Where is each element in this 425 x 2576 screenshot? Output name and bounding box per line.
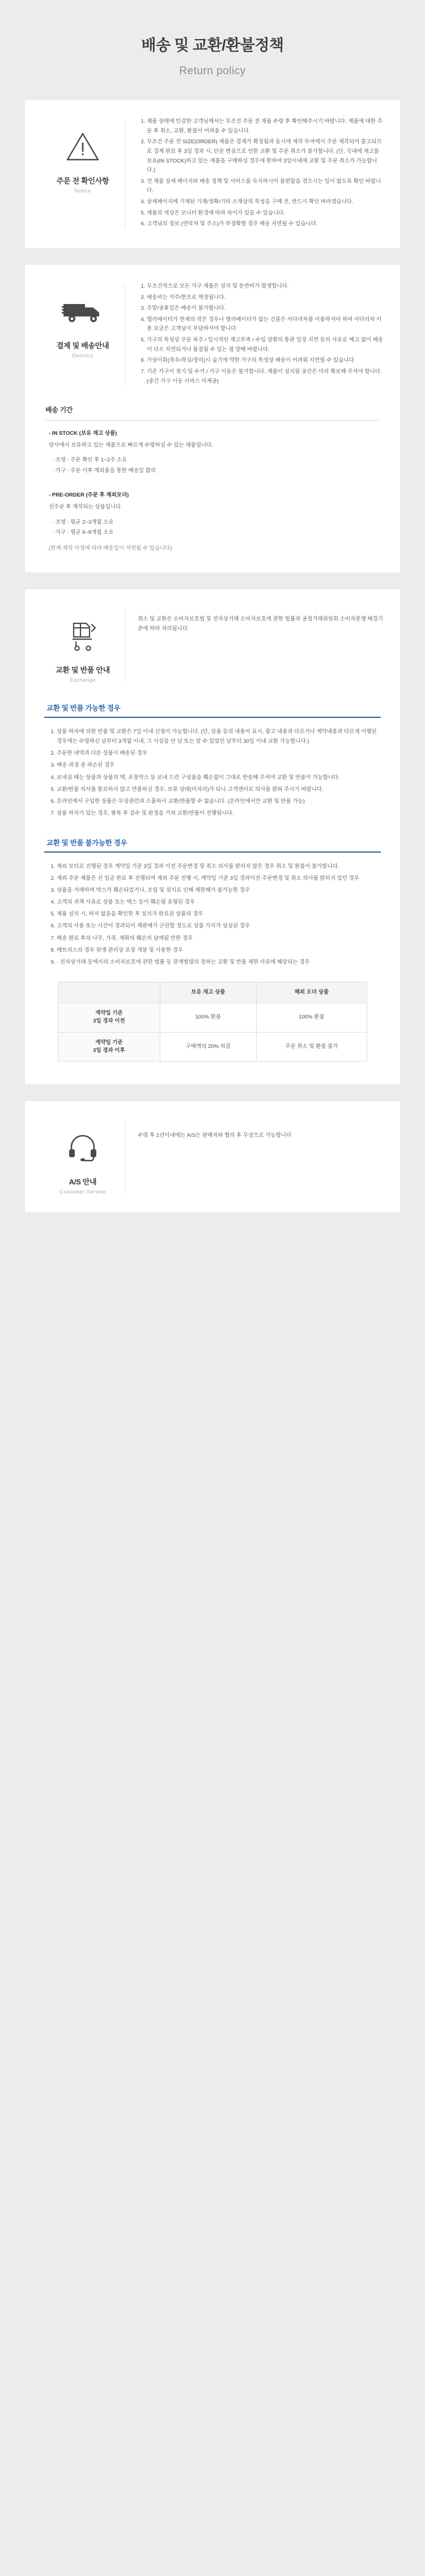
list-item: 3. 배송 과정 중 파손된 경우 xyxy=(57,760,379,770)
exchange-intro: 취소 및 교환은 소비자보호법 및 전자상거래 소비자보호에 관한 법률과 공정거래위원회 소비자분쟁 해결기준에 따라 처리됩니다. xyxy=(138,616,383,632)
divider xyxy=(45,420,380,421)
list-item: 2. 제외 주문 제품은 선 입금 완료 후 진행되며 제외 주문 진행 시, 계약일 기준 3일 경과이전 주문변경 및 취소 의사를 밝히지 있던 경우 xyxy=(57,874,379,883)
notice-icon-col xyxy=(41,117,125,194)
list-item: 4. 고객의 귀책 사유로 상품 또는 택스 등이 훼손될 유형된 경우 xyxy=(57,897,379,907)
notice-text-col xyxy=(125,117,384,231)
list-item: · 조명 : 평균 2~3개월 소요 xyxy=(52,519,114,525)
list-item: 1. 상품 하자에 의한 반품 및 교환은 7일 이내 신청이 가능합니다. (단, 상품 등의 내용이 표시, 광고 내용과 다르거나 계약내용과 다르게 이행된 경우에는 수령하신 날부터 3개월 이내, 그 사실을 안 날 또는 알 수 있었던 날부터 30일 이내 교환 가능합니다.) xyxy=(57,727,379,746)
list-item: 4. 상세페이지에 기재된 기재/정확/기타 소재상의 특성을 구매 전, 반드시 확인 바라겠습니다. xyxy=(147,198,384,207)
fee-cell: 100% 환불 xyxy=(160,1003,256,1033)
page-header xyxy=(0,0,425,100)
list-item: 5. 교환/반품 의사를 통보하지 않고 반품하실 경우, 보류 상태(미처리)가 되니 고객센터로 의사를 밝혀 주시기 바랍니다. xyxy=(57,785,379,794)
fee-table-wrap xyxy=(58,982,367,1062)
headset-icon xyxy=(41,1127,125,1168)
preorder-group-title: - PRE-ORDER (주문 후 제외모더) xyxy=(49,492,129,499)
list-item: 6. 가상이화(목우/목실/장의)시 습기에 약한 가구의 특성상 배송이 어려워 지연될 수 있습니다. xyxy=(147,356,384,366)
list-item: 3. 상품을 거래하며 박스가 훼손되었거나, 조립 및 설치로 인해 제한해가 불가능한 경우 xyxy=(57,885,379,895)
instock-lead: 당사에서 보유하고 있는 제품으로 빠르게 수령하실 수 있는 제품입니다. xyxy=(49,442,213,448)
truck-icon xyxy=(41,291,125,332)
return-policy-page xyxy=(0,0,425,1252)
list-item: 5. 가구의 특성상 주문 폭주 / 일시적인 재고부족 / 수입 상황의 통관 일정 지연 등의 사유로 예고 없이 배송이 다소 지연되거나 품절될 수 있는 점 양해 바랍니다. xyxy=(147,336,384,354)
list-item: 6. 온라인에서 구입한 상품은 무상관련과 소홀하시 교환/반품할 수 없습니다. (온라인에서만 교환 및 반품 가능) xyxy=(57,797,379,806)
exchange-possible-list xyxy=(46,727,379,818)
spacer xyxy=(49,481,379,490)
delivery-card xyxy=(25,265,400,572)
preorder-lead: 선주문 후 제작되는 상품입니다. xyxy=(49,503,122,510)
list-item: 7. 배송 완료 후의 나무, 가죽, 재화의 훼손의 남애됨 만한 경우 xyxy=(57,934,379,943)
list-item: 2. 주문한 내역과 다른 상품이 배송된 경우 xyxy=(57,748,379,758)
list-item: 4. 엘리베이터가 현재의 작은 경우나 엘리베이터가 없는 건물은 사다리차를 이용하셔야 하며 사다리차 이용 요금은 고객님이 부담하셔야 합니다. xyxy=(147,315,384,334)
list-item: 6. 고객님의 정보 (연락처 및 주소)가 부정확할 경우 배송 지연될 수 있습니다. xyxy=(147,220,384,229)
list-item: 1. 제외 모더로 진행된 경우 계약일 기준 3일 경과 이전 주문변경 및 취소 의사를 밝히지 않은 경우 취소 및 환불이 불가합니다. xyxy=(57,862,379,871)
list-item: 2. 무조건 주문 전 SIZE(ORDER) 제품은 결제가 확정됨과 동시에 제작 투여에서 주문 제작되어 출고되므로 결제 완료 후 3일 경과 시, 단순 변심으로 인한 교환 및 주문 취소가 불가합니다. (단, 국내에 재고를 보유(IN STOCK)하고 있는 제품을 구매하실 경우에 한하여 3일이내에 교환 및 주문 취소가 가능합니다.) xyxy=(147,138,384,176)
exchange-possible-heading: 교환 및 반품 가능한 경우 xyxy=(44,703,381,718)
list-item: 2. 배송비는 거주/현조로 책정됩니다. xyxy=(147,293,384,303)
exchange-intro-col xyxy=(125,606,384,634)
list-item: 7. 상품 하자가 있는 경우, 왕복 후 검수 및 판정을 거쳐 교환/반품이 진행됩니다. xyxy=(57,808,379,818)
delivery-list xyxy=(138,282,384,386)
delivery-text-col xyxy=(125,282,384,388)
service-text: 수령 후 1년이내에는 A/S는 판매자와 협의 후 무상으로 가능합니다 xyxy=(138,1132,292,1139)
list-item: 1. 제품 상태에 민감한 고객님께서는 무조건 주문 전 제품 수령 후 확인해주시기 바랍니다. 제품에 대한 주문 후 취소, 교환, 환불이 어려울 수 있습니다. xyxy=(147,117,384,136)
service-icon-col xyxy=(41,1118,125,1195)
delivery-title: 결제 및 배송안내 xyxy=(56,341,109,350)
delivery-icon-col xyxy=(41,282,125,359)
exchange-impossible-heading: 교환 및 반품 불가능한 경우 xyxy=(44,837,381,853)
fee-table-col-instock: 보유 재고 상품 xyxy=(160,982,256,1003)
list-item: 7. 기존 가구이 첫기 및 수거 / 가구 이동은 불가합니다. 제품이 설치될 공간은 미리 확보해 주셔야 합니다. (중간 가구 이동 서비스 미제공) xyxy=(147,367,384,386)
list-item: 5. 제품의 색상은 모니터 환경에 따라 차이가 있을 수 있습니다. xyxy=(147,209,384,219)
list-item: 9. · 전자상거래 등에서의 소비자보호에 관한 법률 등 관계법령의 정하는 교환 및 반품 제한 사유에 해당되는 경우 xyxy=(57,957,379,967)
shipping-period-title: 배송 기간 xyxy=(45,406,73,414)
service-text-col xyxy=(125,1118,384,1140)
table-row xyxy=(58,1003,367,1033)
exchange-subtitle: Exchange xyxy=(70,677,96,684)
page-subtitle: Return policy xyxy=(179,65,246,77)
exchange-impossible-list xyxy=(46,862,379,967)
fee-row-label-after: 계약일 기준 3일 경과 이후 xyxy=(58,1032,160,1062)
shipping-period-body xyxy=(41,429,384,553)
exchange-title: 교환 및 반품 안내 xyxy=(56,666,110,675)
list-item: · 조명 : 주문 확인 후 1~2주 소요 xyxy=(52,457,128,464)
notice-subtitle: Notice xyxy=(74,188,91,194)
fee-cell: 100% 환불 xyxy=(256,1003,367,1033)
list-item: 3. 전 제품 상세 페이지와 배송 정책 및 서비스를 숙지하시어 불편함을 겪으시는 일이 없도록 확인 바랍니다. xyxy=(147,177,384,196)
box-exchange-icon xyxy=(41,615,125,656)
service-card xyxy=(25,1101,400,1212)
exchange-card xyxy=(25,589,400,1084)
preorder-note: (현재 제작 사정에 따라 배송일이 지연될 수 있습니다) xyxy=(49,545,172,551)
notice-title: 주문 전 확인사항 xyxy=(56,177,109,185)
list-item: 1. 무조건적으로 모든 가구 제품은 설치 및 운반비가 발생합니다. xyxy=(147,282,384,292)
list-item: 5. 제품 설치 시, 하자 없음을 확인한 후 설치가 완료된 상품의 경우 xyxy=(57,909,379,919)
list-item: 3. 주말/공휴일은 배송이 불가합니다. xyxy=(147,304,384,314)
delivery-subtitle: Delivery xyxy=(72,352,94,359)
list-item: · 가구 : 평균 6~8개월 소요 xyxy=(52,529,114,536)
notice-list xyxy=(138,117,384,229)
service-title: A/S 안내 xyxy=(69,1178,97,1187)
instock-rows xyxy=(49,455,379,476)
exchange-icon-col xyxy=(41,606,125,683)
service-subtitle: Customer Service xyxy=(60,1189,106,1196)
instock-group-title: - IN STOCK (보유 재고 상품) xyxy=(49,430,117,437)
notice-card xyxy=(25,100,400,248)
fee-row-label-before: 계약일 기준 3일 경과 이전 xyxy=(58,1003,160,1033)
preorder-rows xyxy=(49,517,379,538)
fee-table-col-overseas: 해외 오더 상품 xyxy=(256,982,367,1003)
page-title: 배송 및 교환/환불정책 xyxy=(141,37,284,54)
table-row xyxy=(58,1032,367,1062)
list-item: 4. 보내실 때는 상품과 상품의 택, 포장박스 등 보내 드린 구성품을 훼손없이 그대로 반송해 주셔야 교환 및 반품이 가능합니다. xyxy=(57,773,379,782)
list-item: 6. 고객의 사용 또는 시간이 경과되어 재판매가 곤란할 정도로 상품 가치가 상실된 경우 xyxy=(57,921,379,931)
list-item: · 가구 : 주문 이후 제외품을 통한 배송일 함의 xyxy=(52,467,156,474)
fee-cell: 주문 취소 및 환불 불가 xyxy=(256,1032,367,1062)
fee-table xyxy=(58,982,367,1062)
fee-table-corner xyxy=(58,982,160,1003)
fee-cell: 구매액의 20% 차감 xyxy=(160,1032,256,1062)
list-item: 8. 메트리스의 경우 위생 관리상 포장 개봉 및 사용한 경우 xyxy=(57,945,379,955)
warning-triangle-icon xyxy=(41,126,125,167)
